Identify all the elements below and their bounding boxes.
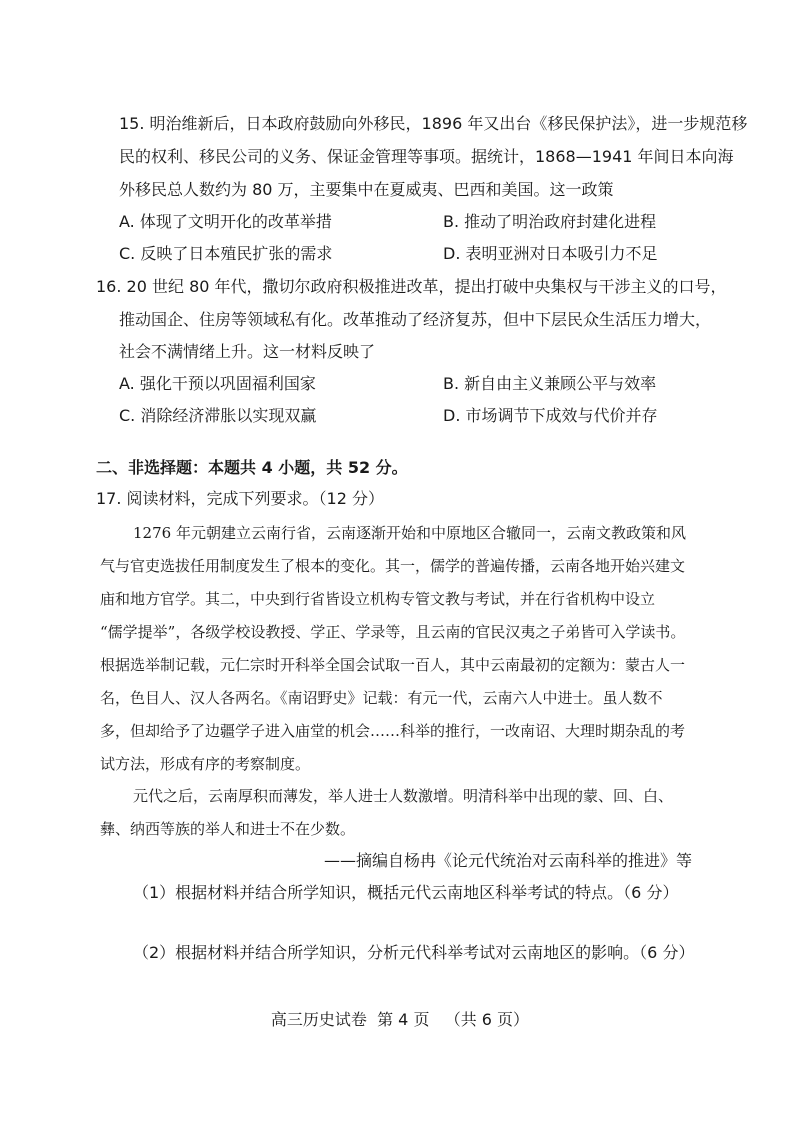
q17-material-line-5: 根据选举制记载，元仁宗时开科举全国会试取一百人，其中云南最初的定额为：蒙古人一 [100,656,686,674]
q16-option-b: B. 新自由主义兼顾公平与效率 [443,374,657,393]
q17-sub-question-1: （1）根据材料并结合所学知识，概括元代云南地区科举考试的特点。（6 分） [133,883,679,902]
q15-stem-line-3: 外移民总人数约为 80 万，主要集中在夏威夷、巴西和美国。这一政策 [119,180,614,199]
q17-material-line-3: 庙和地方官学。其二，中央到行省皆设立机构专管文教与考试，并在行省机构中设立 [100,590,656,608]
q16-stem-line-1: 16. 20 世纪 80 年代，撒切尔政府积极推进改革，提出打破中央集权与干涉主义的口号， [96,277,727,296]
q17-material-line-8: 试方法，形成有序的考察制度。 [100,755,311,773]
q17-material-p2-line-1: 元代之后，云南厚积而薄发，举人进士人数激增。明清科举中出现的蒙、回、白、 [133,787,674,805]
q17-sub-question-2: （2）根据材料并结合所学知识，分析元代科举考试对云南地区的影响。（6 分） [133,943,695,962]
q15-stem-line-2: 民的权利、移民公司的义务、保证金管理等事项。据统计，1868—1941 年间日本向海 [119,147,734,166]
q16-option-c: C. 消除经济滞胀以实现双赢 [119,406,317,425]
q17-material-line-2: 气与官吏选拔任用制度发生了根本的变化。其一，儒学的普遍传播，云南各地开始兴建文 [100,557,686,575]
q16-option-d: D. 市场调节下成效与代价并存 [443,406,658,425]
q15-stem-line-1: 15. 明治维新后，日本政府鼓励向外移民，1896 年又出台《移民保护法》，进一步规范移 [119,114,748,133]
q15-option-d: D. 表明亚洲对日本吸引力不足 [443,244,658,263]
q16-option-a: A. 强化干预以巩固福利国家 [119,374,316,393]
q15-option-b: B. 推动了明治政府封建化进程 [443,212,657,231]
q17-source: ——摘编自杨冉《论元代统治对云南科举的推进》等 [323,851,692,870]
q16-stem-line-2: 推动国企、住房等领域私有化。改革推动了经济复苏，但中下层民众生活压力增大， [119,310,712,329]
q15-option-c: C. 反映了日本殖民扩张的需求 [119,244,333,263]
page-footer: 高三历史试卷 第 4 页 （共 6 页） [270,1010,530,1029]
q17-title: 17. 阅读材料，完成下列要求。（12 分） [96,489,384,508]
section-2-heading: 二、非选择题：本题共 4 小题，共 52 分。 [96,458,408,477]
q17-material-line-4: “儒学提举”，各级学校设教授、学正、学录等，且云南的官民汉夷之子弟皆可入学读书。 [100,623,686,641]
q17-material-p2-line-2: 彝、纳西等族的举人和进士不在少数。 [100,820,356,838]
q17-material-line-7: 多，但却给予了边疆学子进入庙堂的机会……科举的推行，一改南诏、大理时期杂乱的考 [100,722,686,740]
q16-stem-line-3: 社会不满情绪上升。这一材料反映了 [119,342,376,361]
q17-material-line-6: 名，色目人、汉人各两名。《南诏野史》记载：有元一代，云南六人中进士。虽人数不 [100,689,663,707]
q15-option-a: A. 体现了文明开化的改革举措 [119,212,332,231]
q17-material-line-1: 1276 年元朝建立云南行省，云南逐渐开始和中原地区合辙同一，云南文教政策和风 [133,524,686,542]
